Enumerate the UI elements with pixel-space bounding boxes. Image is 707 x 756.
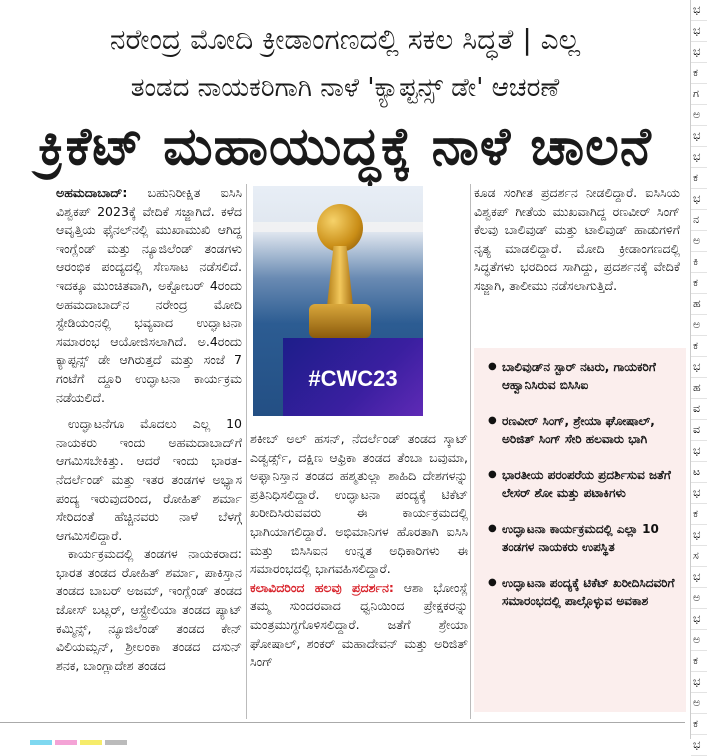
world-cup-trophy-photo (253, 186, 423, 416)
sidebar-fragment: ಟ (691, 462, 707, 483)
color-registration-marks (30, 730, 680, 739)
sidebar-fragment: ಅ (691, 231, 707, 252)
sidebar-fragment: ಭ (691, 357, 707, 378)
article-column-2 (250, 430, 468, 672)
sidebar-fragment: ಕಿ (691, 252, 707, 273)
paragraph-5: ಆಶಾ ಭೋಂಸ್ಲೆ ತಮ್ಮ ಸುಂದರವಾದ ಧ್ವನಿಯಿಂದ ಪ್ರೇಕ್ಷಕರನ್ನು ಮಂತ್ರಮುಗ್ಧಗೊಳಿಸಲಿದ್ದಾರೆ. ಜತೆಗೆ ಶ್ರೇಯಾ ಘೋಷಾಲ್, ಶಂಕರ್ ಮಹಾದೇವನ್ ಮತ್ತು ಅರಿಜಿತ್ ಸಿಂಗ್ (250, 579, 468, 670)
sidebar-fragment: ಹ (691, 378, 707, 399)
article-column-1 (56, 184, 242, 675)
sidebar-fragment: ಸ (691, 546, 707, 567)
sidebar-fragment: ಕ (691, 504, 707, 525)
adjacent-page-strip (690, 0, 707, 751)
sidebar-fragment: ಕ (691, 651, 707, 672)
highlight-item: ● ರಣವೀರ್ ಸಿಂಗ್, ಶ್ರೇಯಾ ಘೋಷಾಲ್, ಅರಿಜಿತ್ ಸಿಂಗ್ ಸೇರಿ ಹಲವಾರು ಭಾಗಿ (488, 412, 678, 448)
sidebar-fragment: ಹ (691, 294, 707, 315)
column-divider (246, 184, 247, 719)
trophy-stem (327, 246, 353, 306)
sidebar-fragment: ಕ (691, 336, 707, 357)
paragraph-4: ಶಕೀಬ್ ಅಲ್ ಹಸನ್, ನೆದರ್ಲೆಂಡ್ ತಂಡದ ಸ್ಕಾಟ್ ಎಡ್ವರ್ಡ್ಸ್, ದಕ್ಷಿಣ ಆಫ್ರಿಕಾ ತಂಡದ ತೆಂಬಾ ಬವುಮಾ, ಅಫ್ಘಾನಿಸ್ತಾನ ತಂಡದ ಹಶ್ಮತುಲ್ಲಾ ಶಾಹಿದಿ ದೇಶಗಳನ್ನು ಪ್ರತಿನಿಧಿಸಲಿದ್ದಾರೆ. ಉದ್ಘಾಟನಾ ಪಂದ್ಯಕ್ಕೆ ಟಿಕೆಟ್ ಖರೀದಿಸಿರುವವರು ಈ ಕಾರ್ಯಕ್ರಮದಲ್ಲಿ ಭಾಗಿಯಾಗಲಿದ್ದಾರೆ. ಅಭಿಮಾನಿಗಳ ಹೊರತಾಗಿ ಐಸಿಸಿ ಮತ್ತು ಬಿಸಿಸಿಐನ ಉನ್ನತ ಅಧಿಕಾರಿಗಳು ಈ ಸಮಾರಂಭದಲ್ಲಿ ಭಾಗವಹಿಸಲಿದ್ದಾರೆ. (250, 431, 468, 577)
headline-line-1: ನರೇಂದ್ರ ಮೋದಿ ಕ್ರೀಡಾಂಗಣದಲ್ಲಿ ಸಕಲ ಸಿದ್ಧತೆ | ಎಲ್ಲ (109, 23, 581, 56)
highlight-item: ● ಬಾಲಿವುಡ್‌ನ ಸ್ಟಾರ್ ನಟರು, ಗಾಯಕರಿಗೆ ಆಹ್ವಾನಿಸಿರುವ ಬಿಸಿಸಿಐ (488, 358, 678, 394)
sidebar-fragment: ಗ (691, 84, 707, 105)
sidebar-fragment: ಕ (691, 168, 707, 189)
sidebar-fragment: ಅ (691, 630, 707, 651)
sidebar-fragment: ಅ (691, 693, 707, 714)
sidebar-fragment: ವ (691, 420, 707, 441)
sidebar-fragment: ಭ (691, 147, 707, 168)
sidebar-fragment: ಕ (691, 273, 707, 294)
sidebar-fragment: ಭ (691, 609, 707, 630)
highlight-item: ● ಉದ್ಘಾಟನಾ ಪಂದ್ಯಕ್ಕೆ ಟಿಕೆಟ್ ಖರೀದಿಸಿದವರಿಗೆ ಸಮಾರಂಭದಲ್ಲಿ ಪಾಲ್ಗೊಳ್ಳುವ ಅವಕಾಶ (488, 574, 678, 610)
highlights-box (474, 348, 686, 712)
sidebar-fragment: ಅ (691, 105, 707, 126)
paragraph-3: ಕಾರ್ಯಕ್ರಮದಲ್ಲಿ ತಂಡಗಳ ನಾಯಕರಾದ: ಭಾರತ ತಂಡದ ರೋಹಿತ್ ಶರ್ಮಾ, ಪಾಕಿಸ್ತಾನ ತಂಡದ ಬಾಬರ್ ಅಜಮ್, ಇಂಗ್ಲೆಂಡ್ ತಂಡದ ಜೋಸ್ ಬಟ್ಲರ್, ಆಸ್ಟ್ರೇಲಿಯಾ ತಂಡದ ಪ್ಯಾಟ್ ಕಮ್ಮಿನ್ಸ್, ನ್ಯೂಜಿಲೆಂಡ್ ತಂಡದ ಕೇನ್ ವಿಲಿಯಮ್ಸನ್, ಶ್ರೀಲಂಕಾ ತಂಡದ ದಸುನ್ ಶನಕ, ಬಾಂಗ್ಲಾದೇಶ ತಂಡದ (56, 546, 242, 673)
sidebar-fragment: ಅ (691, 315, 707, 336)
subheading-artists: ಕಲಾವಿದರಿಂದ ಹಲವು ಪ್ರದರ್ಶನ: (250, 579, 394, 595)
sidebar-fragment: ಭ (691, 567, 707, 588)
page-bottom-rule (0, 722, 685, 723)
sidebar-fragment: ಭ (691, 126, 707, 147)
sidebar-fragment: ಭ (691, 483, 707, 504)
article-column-3 (474, 184, 680, 296)
sidebar-fragment: ಕ (691, 63, 707, 84)
sidebar-fragment: ಅ (691, 588, 707, 609)
sidebar-fragment: ವ (691, 399, 707, 420)
column-divider (470, 184, 471, 719)
headline-line-2: ತಂಡದ ನಾಯಕರಿಗಾಗಿ ನಾಳೆ 'ಕ್ಯಾಪ್ಟನ್ಸ್ ಡೇ' ಆಚರಣೆ (130, 73, 560, 103)
sidebar-fragment: ಭ (691, 441, 707, 462)
paragraph-6: ಕೂಡ ಸಂಗೀತ ಪ್ರದರ್ಶನ ನೀಡಲಿದ್ದಾರೆ. ಐಸಿಸಿಯ ವಿಶ್ವಕಪ್ ಗೀತೆಯ ಮುಖವಾಗಿದ್ದ ರಣವೀರ್ ಸಿಂಗ್ ಕೆಲವು ಬಾಲಿವುಡ್ ಮತ್ತು ಟಾಲಿವುಡ್ ಹಾಡುಗಳಿಗೆ ನೃತ್ಯ ಮಾಡಲಿದ್ದಾರೆ. ಮೋದಿ ಕ್ರೀಡಾಂಗಣದಲ್ಲಿ ಸಿದ್ಧತೆಗಳು ಭರದಿಂದ ಸಾಗಿದ್ದು, ಪ್ರದರ್ಶನಕ್ಕೆ ವೇದಿಕೆ ಸಜ್ಜಾಗಿ, ತಾಲೀಮು ನಡೆಸಲಾಗುತ್ತಿದೆ. (474, 185, 680, 293)
paragraph-1: ಬಹುನಿರೀಕ್ಷಿತ ಐಸಿಸಿ ವಿಶ್ವಕಪ್ 2023ಕ್ಕೆ ವೇದಿಕೆ ಸಜ್ಜಾಗಿದೆ. ಕಳೆದ ಆವೃತ್ತಿಯ ಫೈನಲ್‌ನಲ್ಲಿ ಮುಖಾಮುಖಿ ಆಗಿದ್ದ ಇಂಗ್ಲೆಂಡ್ ಮತ್ತು ನ್ಯೂಜಿಲೆಂಡ್ ತಂಡಗಳು ಆರಂಭಿಕ ಪಂದ್ಯದಲ್ಲಿ ಸೆಣಸಾಟ ನಡೆಸಲಿದೆ. ಇದಕ್ಕೂ ಮುಂಚಿತವಾಗಿ, ಅಕ್ಟೋಬರ್ 4ರಂದು ಅಹಮದಾಬಾದ್‌ನ ನರೇಂದ್ರ ಮೋದಿ ಸ್ಟೇಡಿಯಂನಲ್ಲಿ ಭವ್ಯವಾದ ಉದ್ಘಾಟನಾ ಸಮಾರಂಭ ಆಯೋಜಿಸಲಾಗಿದೆ. ಅ.4ರಂದು ಕ್ಯಾಪ್ಟನ್ಸ್ ಡೇ ಆಗಿರುತ್ತದೆ ಮತ್ತು ಸಂಜೆ 7 ಗಂಟೆಗೆ ದ್ದೂರಿ ಉದ್ಘಾಟನಾ ಕಾರ್ಯಕ್ರಮ ನಡೆಯಲಿದೆ. (56, 185, 242, 405)
sidebar-fragment: ಭ (691, 672, 707, 693)
sidebar-fragment: ಭ (691, 525, 707, 546)
highlight-item: ● ಉದ್ಘಾಟನಾ ಕಾರ್ಯಕ್ರಮದಲ್ಲಿ ಎಲ್ಲಾ 10 ತಂಡಗಳ ನಾಯಕರು ಉಪಸ್ಥಿತ (488, 520, 678, 556)
dateline: ಅಹಮದಾಬಾದ್: (56, 185, 128, 200)
cwc23-pedestal (283, 338, 423, 416)
sidebar-fragment: ಕ (691, 714, 707, 735)
sidebar-fragment: ಭ (691, 0, 707, 21)
paragraph-2: ಉದ್ಘಾಟನೆಗೂ ಮೊದಲು ಎಲ್ಲ 10 ನಾಯಕರು ಇಂದು ಅಹಮದಾಬಾದ್‌ಗೆ ಆಗಮಿಸಬೇಕಿತ್ತು. ಆದರೆ ಇಂದು ಭಾರತ-ನೆದರ್ಲೆಂಡ್ ಮತ್ತು ಇತರ ತಂಡಗಳ ಅಭ್ಯಾಸ ಪಂದ್ಯ ಇರುವುದರಿಂದ, ರೋಹಿತ್ ಶರ್ಮಾ ಸೇರಿದಂತೆ ಹೆಚ್ಚಿನವರು ನಾಳೆ ಬೆಳಗ್ಗೆ ಆಗಮಿಸಲಿದ್ದಾರೆ. (56, 416, 242, 543)
sidebar-fragment: ನ (691, 210, 707, 231)
cwc23-badge: #CWC23 (308, 366, 398, 391)
trophy-globe (317, 204, 363, 252)
sidebar-fragment: ಭ (691, 21, 707, 42)
sidebar-fragment: ಭ (691, 735, 707, 756)
highlight-item: ● ಭಾರತೀಯ ಪರಂಪರೆಯ ಪ್ರದರ್ಶಿಸುವ ಜತೆಗೆ ಲೇಸರ್ ಶೋ ಮತ್ತು ಪಟಾಕಿಗಳು (488, 466, 678, 502)
sidebar-fragment: ಭ (691, 42, 707, 63)
trophy-base (309, 304, 371, 338)
sidebar-fragment: ಭ (691, 189, 707, 210)
main-headline: ಕ್ರಿಕೆಟ್ ಮಹಾಯುದ್ಧಕ್ಕೆ ನಾಳೆ ಚಾಲನೆ (38, 117, 652, 177)
